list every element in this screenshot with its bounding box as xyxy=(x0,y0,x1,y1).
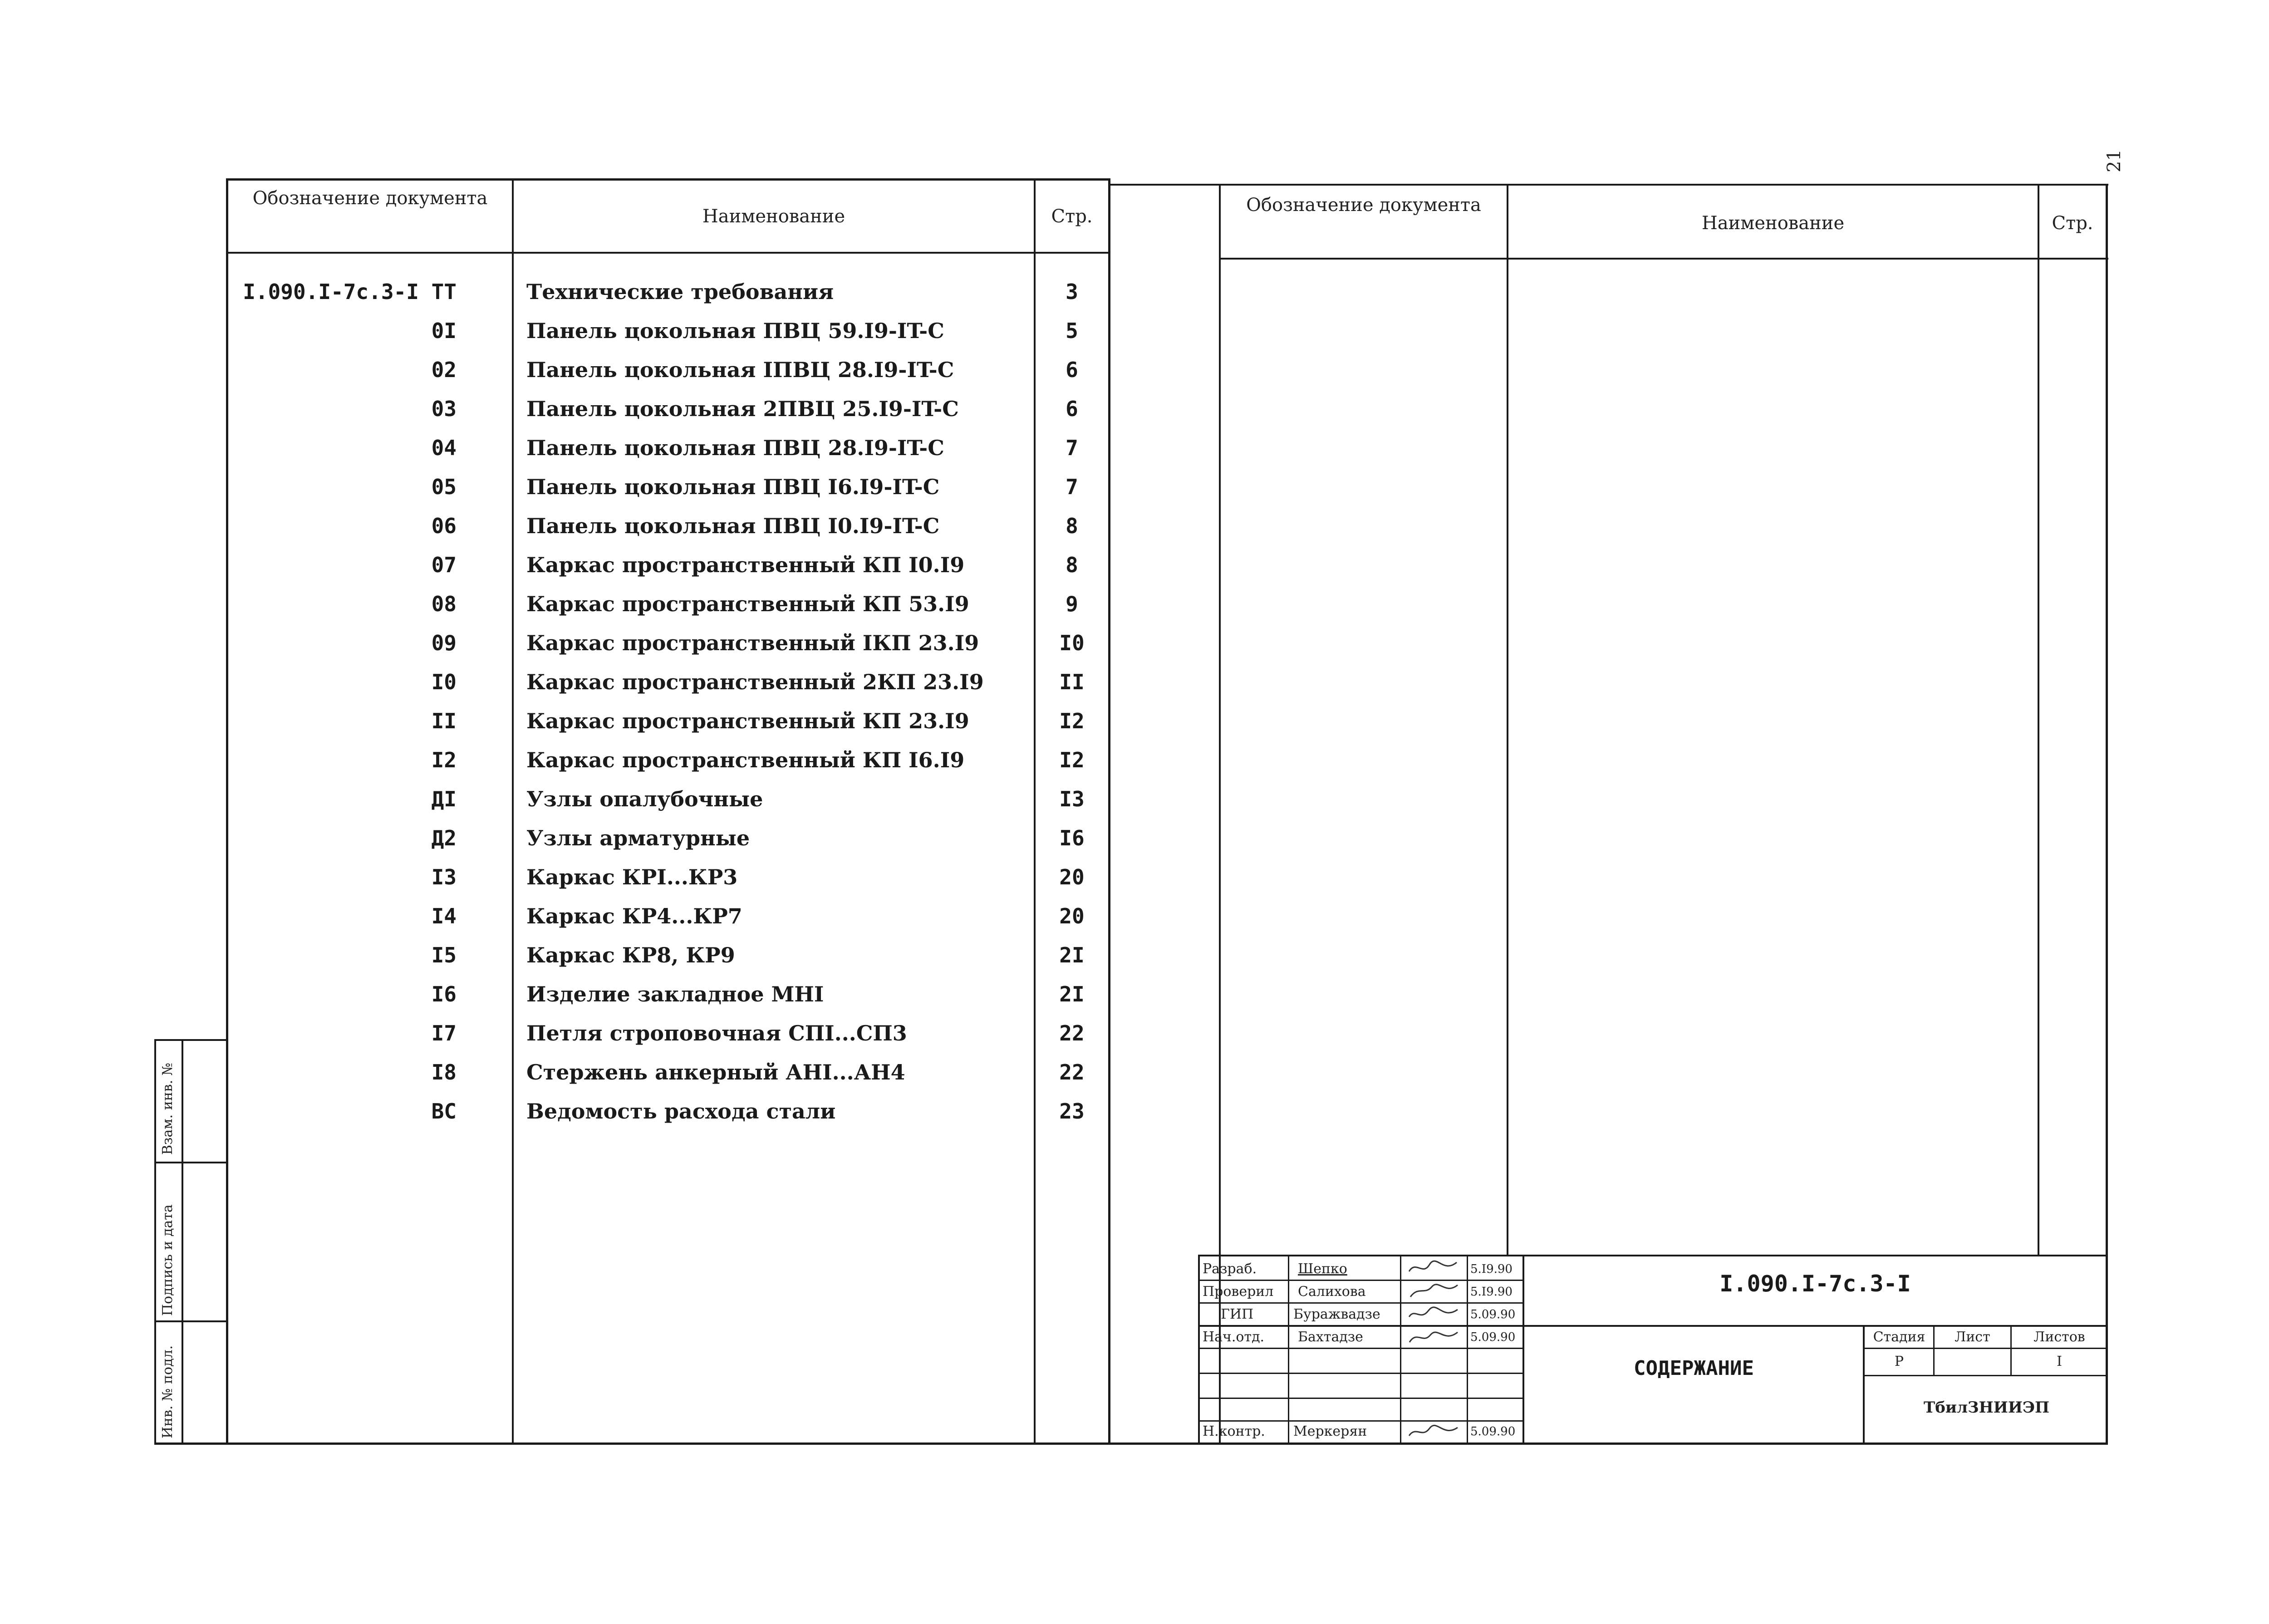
row-code: II xyxy=(431,709,457,733)
row-page: 8 xyxy=(1066,553,1078,577)
row-code: 09 xyxy=(431,631,457,655)
row-name: Панель цокольная IПВЦ 28.I9-IT-C xyxy=(526,358,954,382)
row-page: 22 xyxy=(1059,1021,1085,1045)
row-name: Технические требования xyxy=(526,280,834,304)
row-page: 3 xyxy=(1066,280,1078,304)
row-page: 7 xyxy=(1066,436,1078,460)
tb-date: 5.I9.90 xyxy=(1470,1285,1513,1299)
inv-podl-label: Инв. № подл. xyxy=(160,1345,176,1438)
signature-icon xyxy=(1407,1422,1461,1446)
row-name: Каркас КР8, КР9 xyxy=(526,943,735,967)
row-page: I3 xyxy=(1059,787,1085,811)
tb-role: Разраб. xyxy=(1203,1261,1257,1277)
row-code: 06 xyxy=(431,514,457,538)
sheets-label: Листов xyxy=(2033,1329,2085,1345)
tb-person: Салихова xyxy=(1298,1284,1366,1300)
row-code: Д2 xyxy=(431,826,457,850)
row-name: Каркас пространственный КП I0.I9 xyxy=(526,553,965,577)
tb-date: 5.09.90 xyxy=(1470,1308,1516,1321)
right-header-page: Стр. xyxy=(2052,213,2093,234)
row-name: Панель цокольная 2ПВЦ 25.I9-IT-C xyxy=(526,397,959,421)
row-page: I6 xyxy=(1059,826,1085,850)
table-row xyxy=(0,858,1110,897)
tb-date: 5.09.90 xyxy=(1470,1330,1516,1344)
row-page: I2 xyxy=(1059,748,1085,772)
row-code: 05 xyxy=(431,475,457,499)
tb-role: Н.контр. xyxy=(1203,1423,1265,1439)
row-name: Каркас КР4...КР7 xyxy=(526,904,742,928)
sheet-title: СОДЕРЖАНИЕ xyxy=(1634,1357,1754,1380)
row-name: Панель цокольная ПВЦ 59.I9-IT-C xyxy=(526,319,944,343)
row-page: 22 xyxy=(1059,1060,1085,1084)
table-row xyxy=(0,428,1110,467)
row-code: I0 xyxy=(431,670,457,694)
row-page: I0 xyxy=(1059,631,1085,655)
row-code: I6 xyxy=(431,982,457,1006)
row-page: 5 xyxy=(1066,319,1078,343)
signature-icon xyxy=(1407,1304,1461,1328)
row-page: 6 xyxy=(1066,397,1078,421)
row-code: ДI xyxy=(431,787,457,811)
row-code: I2 xyxy=(431,748,457,772)
row-name: Изделие закладное МНI xyxy=(526,982,824,1006)
table-row xyxy=(0,975,1110,1014)
table-row xyxy=(0,702,1110,741)
row-page: 23 xyxy=(1059,1099,1085,1124)
row-code: I4 xyxy=(431,904,457,928)
signature-icon xyxy=(1407,1258,1461,1281)
left-header-designation: Обозначение документа xyxy=(252,188,488,209)
row-code: 04 xyxy=(431,436,457,460)
tb-date: 5.09.90 xyxy=(1470,1425,1516,1438)
row-page: 20 xyxy=(1059,904,1085,928)
tb-person: Шепко xyxy=(1298,1261,1347,1277)
row-name: Каркас пространственный КП 23.I9 xyxy=(526,709,969,733)
tb-role: Нач.отд. xyxy=(1203,1329,1265,1345)
row-code: 07 xyxy=(431,553,457,577)
row-code: I3 xyxy=(431,865,457,889)
organization: ТбилЗНИИЭП xyxy=(1923,1398,2050,1417)
table-row xyxy=(0,741,1110,780)
left-header-page: Стр. xyxy=(1051,206,1093,227)
row-name: Панель цокольная ПВЦ 28.I9-IT-C xyxy=(526,436,944,460)
tb-date: 5.I9.90 xyxy=(1470,1262,1513,1276)
right-header-name: Наименование xyxy=(1701,213,1845,234)
row-code: I.090.I-7c.3-I TT xyxy=(243,280,457,304)
row-code: 03 xyxy=(431,397,457,421)
row-name: Узлы опалубочные xyxy=(526,787,763,811)
row-page: II xyxy=(1059,670,1085,694)
row-name: Каркас пространственный КП 53.I9 xyxy=(526,592,969,616)
table-row xyxy=(0,780,1110,819)
table-row xyxy=(0,936,1110,975)
table-row xyxy=(0,1014,1110,1053)
tb-person: Буражвадзе xyxy=(1293,1306,1380,1322)
tb-role: ГИП xyxy=(1221,1306,1254,1322)
row-name: Петля строповочная СПI...СП3 xyxy=(526,1021,907,1045)
row-code: 02 xyxy=(431,358,457,382)
table-row xyxy=(0,662,1110,702)
document-code: I.090.I-7c.3-I xyxy=(1719,1271,1911,1297)
table-row xyxy=(0,545,1110,584)
table-row xyxy=(0,897,1110,936)
table-row xyxy=(0,623,1110,662)
row-page: 8 xyxy=(1066,514,1078,538)
row-code: 08 xyxy=(431,592,457,616)
row-name: Панель цокольная ПВЦ I0.I9-IT-C xyxy=(526,514,940,538)
row-page: 9 xyxy=(1066,592,1078,616)
sheet-label: Лист xyxy=(1955,1329,1990,1345)
row-name: Каркас пространственный IКП 23.I9 xyxy=(526,631,979,655)
sheet-corner-mark: 21 xyxy=(2104,149,2125,172)
row-page: 6 xyxy=(1066,358,1078,382)
stage-value: Р xyxy=(1894,1354,1904,1369)
tb-person: Меркерян xyxy=(1293,1423,1367,1439)
signature-icon xyxy=(1407,1328,1461,1351)
row-page: 2I xyxy=(1059,982,1085,1006)
vzam-inv-label: Взам. инв. № xyxy=(160,1062,176,1155)
row-page: 7 xyxy=(1066,475,1078,499)
table-row xyxy=(0,584,1110,623)
table-row xyxy=(0,272,1110,311)
row-page: 20 xyxy=(1059,865,1085,889)
left-header-name: Наименование xyxy=(702,206,845,227)
row-name: Ведомость расхода стали xyxy=(526,1099,836,1124)
table-row xyxy=(0,467,1110,506)
table-row xyxy=(0,819,1110,858)
tb-role: Проверил xyxy=(1203,1284,1274,1300)
row-code: I5 xyxy=(431,943,457,967)
row-page: 2I xyxy=(1059,943,1085,967)
table-row xyxy=(0,350,1110,389)
row-code: I8 xyxy=(431,1060,457,1084)
row-page: I2 xyxy=(1059,709,1085,733)
stage-label: Стадия xyxy=(1873,1329,1925,1345)
row-code: I7 xyxy=(431,1021,457,1045)
row-code: ВС xyxy=(431,1099,457,1124)
row-name: Стержень анкерный АНI...АН4 xyxy=(526,1060,905,1084)
row-name: Узлы арматурные xyxy=(526,826,750,850)
row-name: Каркас пространственный 2КП 23.I9 xyxy=(526,670,984,694)
table-row xyxy=(0,389,1110,428)
table-row xyxy=(0,506,1110,545)
sheets-value: I xyxy=(2057,1354,2062,1369)
row-name: Каркас пространственный КП I6.I9 xyxy=(526,748,965,772)
row-name: Панель цокольная ПВЦ I6.I9-IT-C xyxy=(526,475,940,499)
right-header-designation: Обозначение документа xyxy=(1246,195,1481,216)
row-code: 0I xyxy=(431,319,457,343)
row-name: Каркас КРI...КР3 xyxy=(526,865,738,889)
signature-icon xyxy=(1407,1281,1461,1305)
table-row xyxy=(0,311,1110,350)
podpis-data-label: Подпись и дата xyxy=(160,1204,176,1316)
tb-person: Бахтадзе xyxy=(1298,1329,1363,1345)
